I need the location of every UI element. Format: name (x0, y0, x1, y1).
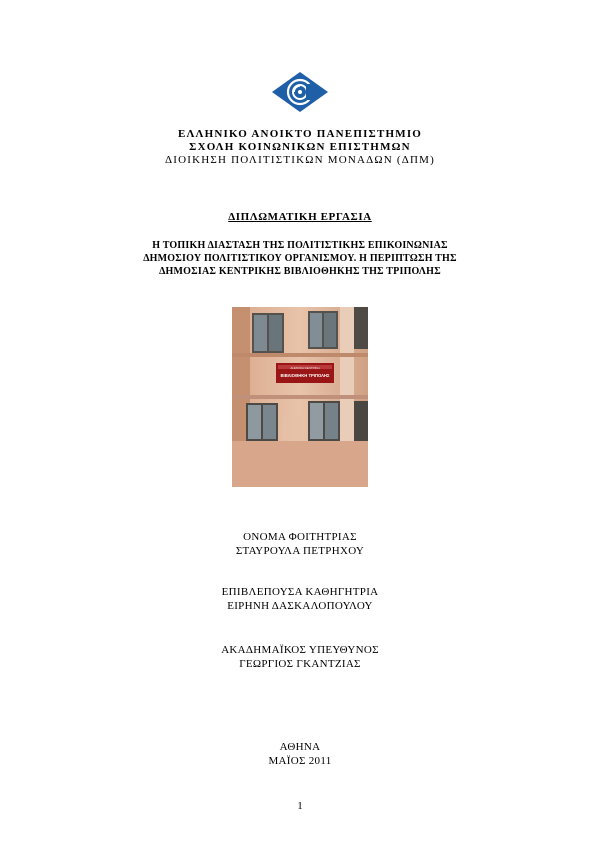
student-name: ΣΤΑΥΡΟΥΛΑ ΠΕΤΡΗΧΟΥ (235, 545, 365, 557)
date: ΜΑΪΟΣ 2011 (268, 755, 332, 767)
supervisor-name: ΕΙΡΗΝΗ ΔΑΣΚΑΛΟΠΟΥΛΟΥ (227, 600, 373, 612)
thesis-label: ΔΙΠΛΩΜΑΤΙΚΗ ΕΡΓΑΣΙΑ (228, 211, 372, 223)
title-line-2: ΔΗΜΟΣΙΟΥ ΠΟΛΙΤΙΣΤΙΚΟΥ ΟΡΓΑΝΙΣΜΟΥ. Η ΠΕΡΙΠΤΩΣΗ ΤΗΣ (143, 253, 457, 264)
sign-small-text: ΔΗΜΟΣΙΑ ΚΕΝΤΡΙΚΗ (290, 366, 320, 370)
title-line-1: Η ΤΟΠΙΚΗ ΔΙΑΣΤΑΣΗ ΤΗΣ ΠΟΛΙΤΙΣΤΙΚΗΣ ΕΠΙΚΟΙΝΩΝΙΑΣ (152, 240, 448, 251)
library-building-photo (232, 307, 368, 487)
program-name: ΔΙΟΙΚΗΣΗ ΠΟΛΙΤΙΣΤΙΚΩΝ ΜΟΝΑΔΩΝ (ΔΠΜ) (165, 154, 435, 166)
sign-text: ΒΙΒΛΙΟΘΗΚΗ ΤΡΙΠΟΛΗΣ (280, 373, 330, 378)
place-date-block (0, 740, 600, 768)
supervisor-label: ΕΠΙΒΛΕΠΟΥΣΑ ΚΑΘΗΓΗΤΡΙΑ (221, 586, 379, 598)
institution-header (0, 128, 600, 167)
academic-name: ΓΕΩΡΓΙΟΣ ΓΚΑΝΤΖΙΑΣ (239, 658, 361, 670)
student-block (0, 530, 600, 558)
supervisor-block (0, 585, 600, 613)
academic-label: ΑΚΑΔΗΜΑΪΚΟΣ ΥΠΕΥΘΥΝΟΣ (221, 644, 379, 656)
place: ΑΘΗΝΑ (279, 741, 321, 753)
school-name: ΣΧΟΛΗ ΚΟΙΝΩΝΙΚΩΝ ΕΠΙΣΤΗΜΩΝ (189, 141, 411, 153)
university-logo-icon (270, 70, 330, 114)
student-label: ΟΝΟΜΑ ΦΟΙΤΗΤΡΙΑΣ (243, 531, 357, 543)
university-name: ΕΛΛΗΝΙΚΟ ΑΝΟΙΚΤΟ ΠΑΝΕΠΙΣΤΗΜΙΟ (177, 128, 423, 140)
thesis-title (120, 239, 480, 278)
page-number: 1 (297, 800, 303, 812)
academic-block (0, 643, 600, 671)
title-line-3: ΔΗΜΟΣΙΑΣ ΚΕΝΤΡΙΚΗΣ ΒΙΒΛΙΟΘΗΚΗΣ ΤΗΣ ΤΡΙΠΟΛΗΣ (159, 266, 441, 277)
